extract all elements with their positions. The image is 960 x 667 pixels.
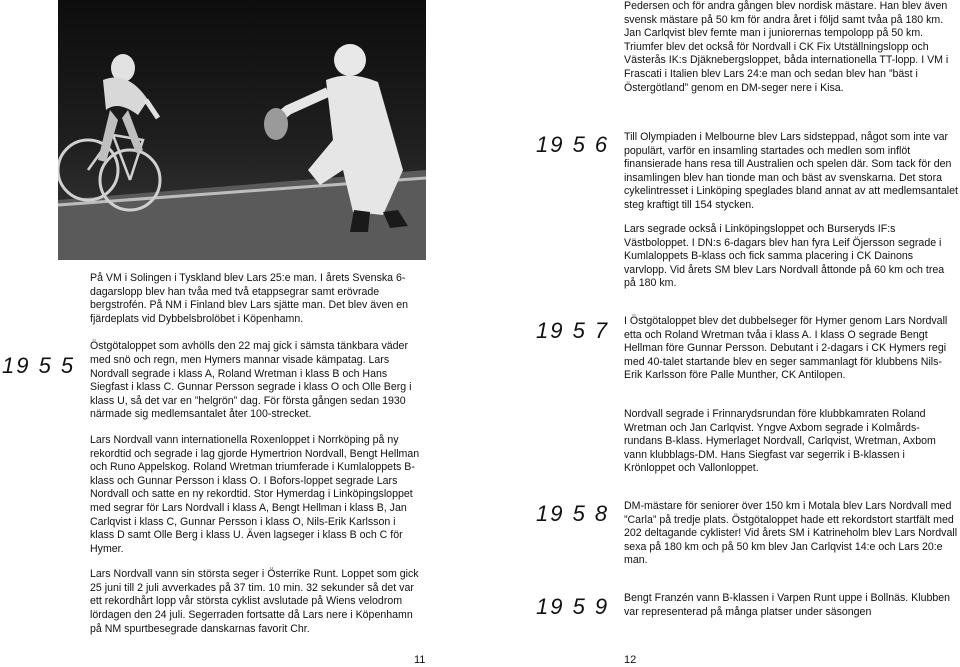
text-1957: I Östgötaloppet blev det dubbelseger för Hymer genom Lars Nordvall etta och Roland Wretman tvåa i klass A. I klass O segrade Bengt Hellman före Gunnar Persson. Debutant i 2-dagars i CK Hymers regi med 40-talet startande blev en seger sammanlagt för klubbens Nils-Erik Karlsson före Palle Munther, CK Antilopen. (624, 315, 948, 382)
year-1959: 19 5 9 (536, 594, 610, 619)
text-1956: Till Olympiaden i Melbourne blev Lars sidsteppad, något som inte var populärt, varför en insamling startades och medlen som inflöt finansierade hans resa till Australien och spelen där. Som tack för den insamlingen blev han tionde man och bäst av svenskarna. Det stora cykelintresset i Linköping speglades bland annat av att medlemsantalet steg kraftigt till 154 stycken. (624, 131, 958, 211)
page-number-right: 12 (624, 654, 637, 666)
paragraph: Lars Nordvall vann sin största seger i Österrike Runt. Loppet som gick 25 juni till 2 juli avverkades på 37 tim. 10 min. 32 sekunder så det var ett rekordhårt lopp vår största cyklist avslutade på Wiens velodrom lördagen den 24 juli. Segerraden fortsatte då Lars nere i Köpenhamn på NM spurtbesegrade danskarnas favorit Chr. (90, 568, 419, 635)
text-1956-continued: Lars segrade också i Linköpingsloppet och Burseryds IF:s Västboloppet. I DN:s 6-dagars blev han fyra Leif Öjersson segrade i Kumlaloppets B-klass och fick samma placering i CK Dainons varvlopp. Vid årets SM blev Lars Nordvall åttonde på 60 km och trea på 180 km. (624, 223, 945, 290)
paragraph: På VM i Solingen i Tyskland blev Lars 25:e man. I årets Svenska 6-dagarslopp blev han tvåa med två etappsegrar samt erövrade bergstrofén. På NM i Finland blev Lars sjätte man. Det blev även en fjärdeplats vid Dybbelsbrolöbet i Köpenhamn. (90, 272, 408, 325)
photo-cyclist-with-official (58, 0, 426, 260)
year-1956: 19 5 6 (536, 132, 610, 157)
right-top-text: Pedersen och för andra gången blev nordisk mästare. Han blev även svensk mästare på 50 km för andra året i följd samt tvåa på 180 km. Jan Carlqvist blev femte man i juniorernas tempolopp på 50 km. Triumfer blev det också för Nordvall i CK Fix Utställningslopp och Västerås IK:s Djäknebergsloppet, båda internationella TT-lopp. I VM i Frascati i Italien blev Lars 24:e man och sedan blev han ”bäst i Östergötland” genom en DM-seger nere i Kisa. (624, 0, 949, 94)
year-1955: 19 5 5 (2, 353, 76, 378)
page-number-left: 11 (414, 654, 426, 666)
paragraph: Lars Nordvall vann internationella Roxenloppet i Norrköping på ny rekordtid och segrade i lag gjorde Hymertrion Nordvall, Bengt Hellman och Runo Appelskog. Roland Wretman triumferade i Kumlaloppets B-klass och Gunnar Persson i klass O. I Bofors-loppet segrade Lars Nordvall och satte en ny rekordtid. Stor Hymerdag i Linköpingsloppet med segrar för Lars Nordvall i klass A, Bengt Hellman i klass B, Jan Carlqvist i klass C, Gunnar Persson i klass O, Nils-Erik Karlsson i klass D samt Olle Berg i klass U. Även lagseger i klass B och C för Hymer. (90, 433, 420, 555)
year-1958: 19 5 8 (536, 501, 610, 526)
text-1959: Bengt Franzén vann B-klassen i Varpen Runt uppe i Bollnäs. Klubben var representerad på många platser under säsongen (624, 592, 951, 618)
paragraph: Östgötaloppet som avhölls den 22 maj gick i sämsta tänkbara väder med snö och regn, men Hymers mannar visade kämpatag. Lars Nordvall segrade i klass A, Roland Wretman i klass B och Hans Siegfast i klass C. Gunnar Persson segrade i klass O och Olle Berg i klass U, så det var en ”helgrön” dag. För första gången sedan 1930 närmade sig medlemsantalet åter 100-strecket. (90, 340, 412, 421)
left-column-text (90, 272, 420, 643)
year-1957: 19 5 7 (536, 318, 610, 343)
text-1958: DM-mästare för seniorer över 150 km i Motala blev Lars Nordvall med ”Carla” på tredje plats. Östgötaloppet hade ett rekordstort startfält med 202 deltagande cyklister! Vid årets SM i Katrineholm blev Lars Nordvall sexa på 180 km och på 50 km blev Jan Carlqvist 14:e och Lars 20:e man. (624, 500, 958, 567)
text-1957-continued: Nordvall segrade i Frinnarydsrundan före klubbkamraten Roland Wretman och Jan Carlqvist. Yngve Axbom segrade i Kolmårds-rundans B-klass. Hymerlaget Nordvall, Carlqvist, Wretman, Axbom vann klubblags-DM. Hans Siegfast var segerrik i B-klassen i Krönloppet och Vallonloppet. (624, 408, 936, 475)
